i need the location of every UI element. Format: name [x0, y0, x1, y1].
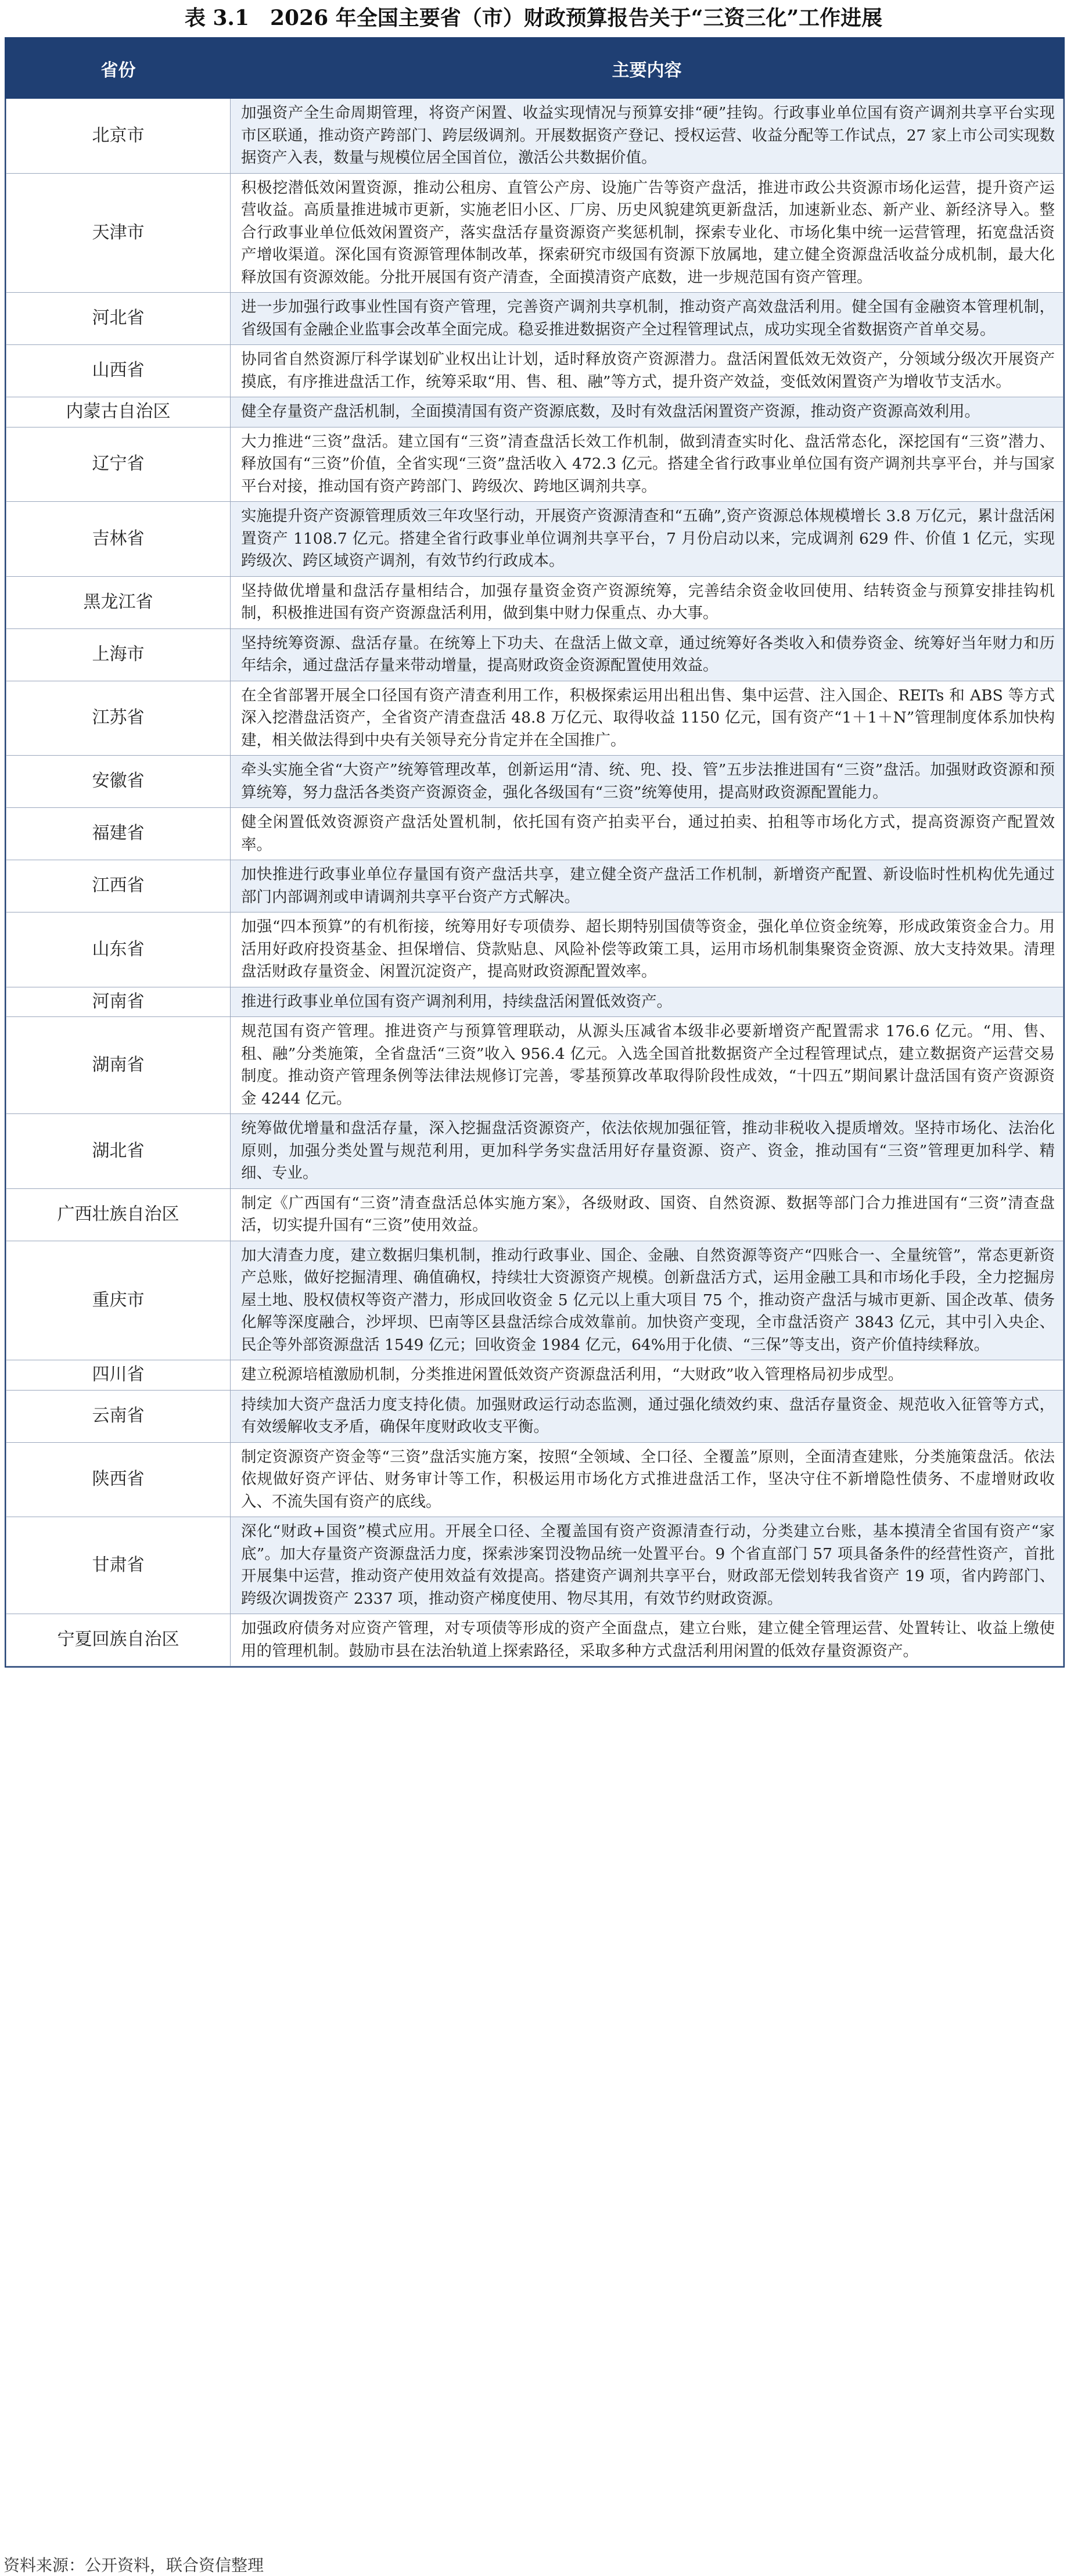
table-row [6, 173, 1064, 293]
table-row [6, 987, 1064, 1017]
content-cell: 牵头实施全省“大资产”统筹管理改革，创新运用“清、统、兜、投、管”五步法推进国有“三资”盘活。加强财政资源和预算统筹，努力盘活各类资产资源资金，强化各级国有“三资”统筹使用，提高财政资源配置能力。 [231, 756, 1064, 808]
table-row [6, 1241, 1064, 1360]
content-cell: 健全闲置低效资源资产盘活处置机制，依托国有资产拍卖平台，通过拍卖、拍租等市场化方式，提高资源资产配置效率。 [231, 808, 1064, 860]
table-row [6, 1017, 1064, 1114]
table-row [6, 1188, 1064, 1241]
table-title: 表 3.1 2026 年全国主要省（市）财政预算报告关于“三资三化”工作进展 [184, 6, 883, 30]
content-cell: 规范国有资产管理。推进资产与预算管理联动，从源头压减省本级非必要新增资产配置需求 176.6 亿元。“用、售、租、融”分类施策，全省盘活“三资”收入 956.4 亿元。入选全国首批数据资产全过程管理试点，建立数据资产运营交易制度。推动资产管理条例等法律法规修订完善，零基预算改革取得阶段性成效，“十四五”期间累计盘活国有资产资源资金 4244 亿元。 [231, 1017, 1064, 1114]
content-cell: 制定《广西国有“三资”清查盘活总体实施方案》，各级财政、国资、自然资源、数据等部门合力推进国有“三资”清查盘活，切实提升国有“三资”使用效益。 [231, 1188, 1064, 1241]
header-province: 省份 [6, 39, 231, 99]
content-cell: 深化“财政+国资”模式应用。开展全口径、全覆盖国有资产资源清查行动，分类建立台账，基本摸清全省国有资产“家底”。加大存量资产资源盘活力度，探索涉案罚没物品统一处置平台。9 个省直部门 57 项具备条件的经营性资产，首批开展集中运营，推动资产使用效益有效提高。搭建资产调剂共享平台，财政部无偿划转我省资产 19 项，省内跨部门、跨级次调拨资产 2337 项，推动资产梯度使用、物尽其用，有效节约财政资源。 [231, 1517, 1064, 1614]
province-cell: 安徽省 [6, 756, 231, 808]
table-row [6, 860, 1064, 912]
province-cell: 甘肃省 [6, 1517, 231, 1614]
province-cell: 天津市 [6, 173, 231, 293]
table-row [6, 397, 1064, 427]
content-cell: 推进行政事业单位国有资产调剂利用，持续盘活闲置低效资产。 [231, 987, 1064, 1017]
province-cell: 内蒙古自治区 [6, 397, 231, 427]
table-row [6, 427, 1064, 502]
content-cell: 坚持统筹资源、盘活存量。在统筹上下功夫、在盘活上做文章，通过统筹好各类收入和债券资金、统筹好当年财力和历年结余，通过盘活存量来带动增量，提高财政资金资源配置使用效益。 [231, 628, 1064, 681]
table-row [6, 502, 1064, 577]
table-row [6, 345, 1064, 397]
content-cell: 健全存量资产盘活机制，全面摸清国有资产资源底数，及时有效盘活闲置资产资源，推动资产资源高效利用。 [231, 397, 1064, 427]
table-row [6, 1390, 1064, 1442]
province-cell: 山东省 [6, 912, 231, 987]
header-content: 主要内容 [231, 39, 1064, 99]
content-cell: 加强政府债务对应资产管理，对专项债等形成的资产全面盘点，建立台账，建立健全管理运营、处置转让、收益上缴使用的管理机制。鼓励市县在法治轨道上探索路径，采取多种方式盘活利用闲置的低效存量资源资产。 [231, 1614, 1064, 1666]
province-cell: 吉林省 [6, 502, 231, 577]
province-cell: 山西省 [6, 345, 231, 397]
table-row [6, 1517, 1064, 1614]
table-row [6, 1442, 1064, 1517]
province-cell: 河南省 [6, 987, 231, 1017]
table-row [6, 808, 1064, 860]
table-row [6, 99, 1064, 174]
table-row [6, 1360, 1064, 1391]
province-cell: 黑龙江省 [6, 576, 231, 628]
content-cell: 进一步加强行政事业性国有资产管理，完善资产调剂共享机制，推动资产高效盘活利用。健全国有金融资本管理机制，省级国有金融企业监事会改革全面完成。稳妥推进数据资产全过程管理试点，成功实现全省数据资产首单交易。 [231, 293, 1064, 345]
progress-table [5, 37, 1065, 1668]
province-cell: 四川省 [6, 1360, 231, 1391]
province-cell: 云南省 [6, 1390, 231, 1442]
content-cell: 制定资源资产资金等“三资”盘活实施方案，按照“全领域、全口径、全覆盖”原则，全面清查建账，分类施策盘活。依法依规做好资产评估、财务审计等工作，积极运用市场化方式推进盘活工作，坚决守住不新增隐性债务、不虚增财政收入、不流失国有资产的底线。 [231, 1442, 1064, 1517]
content-cell: 持续加大资产盘活力度支持化债。加强财政运行动态监测，通过强化绩效约束、盘活存量资金、规范收入征管等方式，有效缓解收支矛盾，确保年度财政收支平衡。 [231, 1390, 1064, 1442]
table-row [6, 912, 1064, 987]
table-row [6, 756, 1064, 808]
province-cell: 湖北省 [6, 1114, 231, 1189]
content-cell: 在全省部署开展全口径国有资产清查利用工作，积极探索运用出租出售、集中运营、注入国企、REITs 和 ABS 等方式深入挖潜盘活资产，全省资产清查盘活 48.8 万亿元、取得收益 1150 亿元，国有资产“1＋1＋N”管理制度体系加快构建，相关做法得到中央有关领导充分肯定并在全国推广。 [231, 681, 1064, 756]
table-row [6, 681, 1064, 756]
table-row [6, 1614, 1064, 1666]
content-cell: 坚持做优增量和盘活存量相结合，加强存量资金资产资源统筹，完善结余资金收回使用、结转资金与预算安排挂钩机制，积极推进国有资产资源盘活利用，做到集中财力保重点、办大事。 [231, 576, 1064, 628]
province-cell: 江西省 [6, 860, 231, 912]
province-cell: 陕西省 [6, 1442, 231, 1517]
province-cell: 江苏省 [6, 681, 231, 756]
table-row [6, 576, 1064, 628]
province-cell: 河北省 [6, 293, 231, 345]
content-cell: 加强“四本预算”的有机衔接，统筹用好专项债券、超长期特别国债等资金，强化单位资金统筹，形成政策资金合力。用活用好政府投资基金、担保增信、贷款贴息、风险补偿等政策工具，运用市场机制集聚资金资源、放大支持效果。清理盘活财政存量资金、闲置沉淀资产，提高财政资源配置效率。 [231, 912, 1064, 987]
content-cell: 统筹做优增量和盘活存量，深入挖掘盘活资源资产，依法依规加强征管，推动非税收入提质增效。坚持市场化、法治化原则，加强分类处置与规范利用，更加科学务实盘活用好存量资源、资产、资金，推动国有“三资”管理更加科学、精细、专业。 [231, 1114, 1064, 1189]
table-row [6, 293, 1064, 345]
content-cell: 大力推进“三资”盘活。建立国有“三资”清查盘活长效工作机制，做到清查实时化、盘活常态化，深挖国有“三资”潜力、释放国有“三资”价值，全省实现“三资”盘活收入 472.3 亿元。搭建全省行政事业单位国有资产调剂共享平台，并与国家平台对接，推动国有资产跨部门、跨级次、跨地区调剂共享。 [231, 427, 1064, 502]
content-cell: 协同省自然资源厅科学谋划矿业权出让计划，适时释放资产资源潜力。盘活闲置低效无效资产，分领域分级次开展资产摸底，有序推进盘活工作，统筹采取“用、售、租、融”等方式，提升资产效益，变低效闲置资产为增收节支活水。 [231, 345, 1064, 397]
province-cell: 辽宁省 [6, 427, 231, 502]
province-cell: 重庆市 [6, 1241, 231, 1360]
table-header-row [6, 39, 1064, 99]
table-row [6, 628, 1064, 681]
source-note: 资料来源：公开资料，联合资信整理 [3, 2556, 264, 2575]
content-cell: 加大清查力度，建立数据归集机制，推动行政事业、国企、金融、自然资源等资产“四账合一、全量统管”，常态更新资产总账，做好挖掘清理、确值确权，持续壮大资源资产规模。创新盘活方式，运用金融工具和市场化手段，全力挖掘房屋土地、股权债权等资产潜力，形成回收资金 5 亿元以上重大项目 75 个，推动资产盘活与城市更新、国企改革、债务化解等深度融合，沙坪坝、巴南等区县盘活综合成效靠前。加快资产变现，全市盘活资产 3843 亿元，其中引入央企、民企等外部资源盘活 1549 亿元；回收资金 1984 亿元，64%用于化债、“三保”等支出，资产价值持续释放。 [231, 1241, 1064, 1360]
table-row [6, 1114, 1064, 1189]
content-cell: 加快推进行政事业单位存量国有资产盘活共享，建立健全资产盘活工作机制，新增资产配置、新设临时性机构优先通过部门内部调剂或申请调剂共享平台资产方式解决。 [231, 860, 1064, 912]
content-cell: 加强资产全生命周期管理，将资产闲置、收益实现情况与预算安排“硬”挂钩。行政事业单位国有资产调剂共享平台实现市区联通，推动资产跨部门、跨层级调剂。开展数据资产登记、授权运营、收益分配等工作试点，27 家上市公司实现数据资产入表，数量与规模位居全国首位，激活公共数据价值。 [231, 99, 1064, 174]
province-cell: 广西壮族自治区 [6, 1188, 231, 1241]
province-cell: 福建省 [6, 808, 231, 860]
content-cell: 积极挖潜低效闲置资源，推动公租房、直管公产房、设施广告等资产盘活，推进市政公共资源市场化运营，提升资产运营收益。高质量推进城市更新，实施老旧小区、厂房、历史风貌建筑更新盘活，加速新业态、新产业、新经济导入。整合行政事业单位低效闲置资产，落实盘活存量资源资产奖惩机制，探索专业化、市场化集中统一运营管理，拓宽盘活资产增收渠道。深化国有资源管理体制改革，探索研究市级国有资源下放属地，建立健全资源盘活收益分成机制，最大化释放国有资源效能。分批开展国有资产清查，全面摸清资产底数，进一步规范国有资产管理。 [231, 173, 1064, 293]
content-cell: 实施提升资产资源管理质效三年攻坚行动，开展资产资源清查和“五确”,资产资源总体规模增长 3.8 万亿元，累计盘活闲置资产 1108.7 亿元。搭建全省行政事业单位调剂共享平台，7 月份启动以来，完成调剂 629 件、价值 1 亿元，实现跨级次、跨区域资产调剂，有效节约行政成本。 [231, 502, 1064, 577]
province-cell: 湖南省 [6, 1017, 231, 1114]
province-cell: 北京市 [6, 99, 231, 174]
content-cell: 建立税源培植激励机制，分类推进闲置低效资产资源盘活利用，“大财政”收入管理格局初步成型。 [231, 1360, 1064, 1391]
province-cell: 上海市 [6, 628, 231, 681]
table-body [6, 99, 1064, 1666]
province-cell: 宁夏回族自治区 [6, 1614, 231, 1666]
